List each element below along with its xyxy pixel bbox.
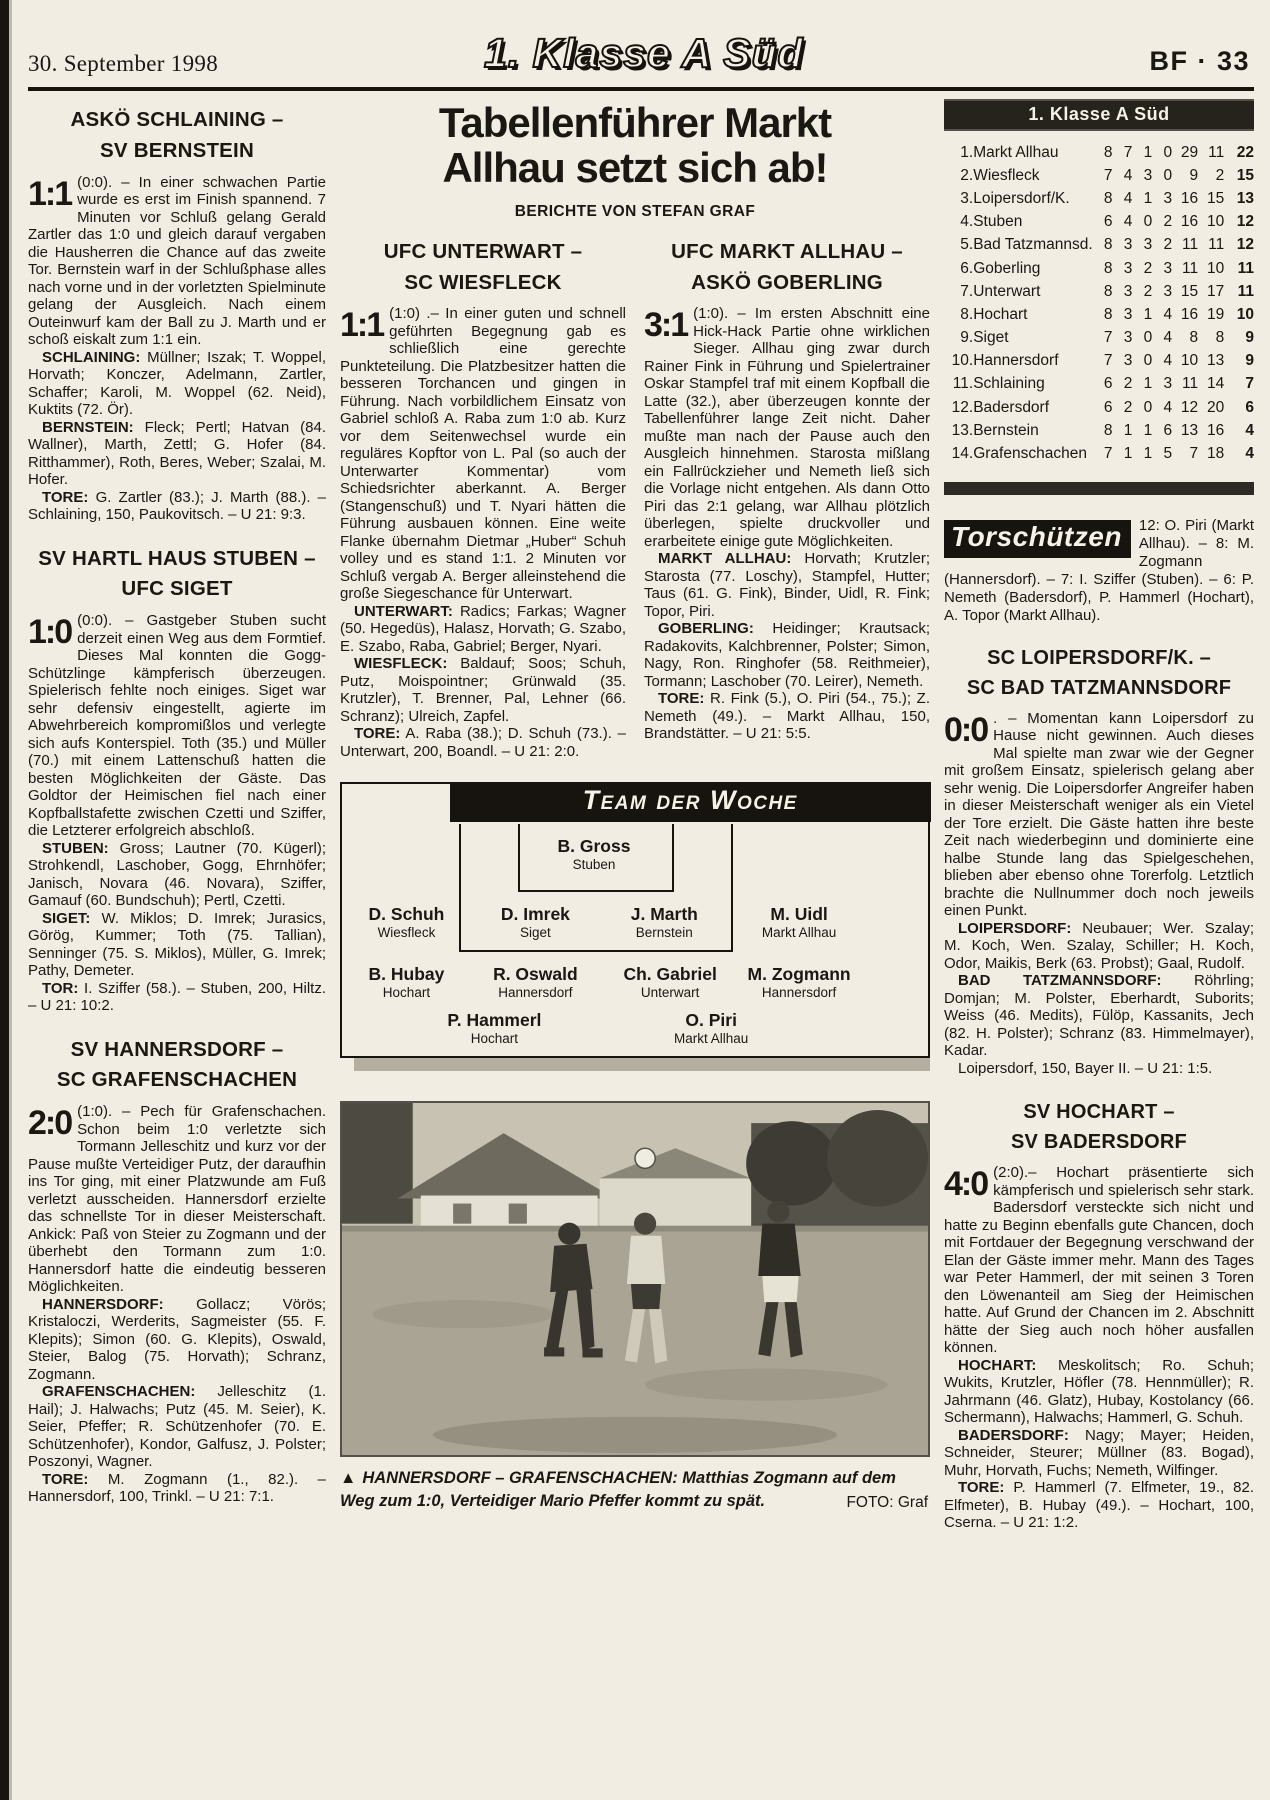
match-lead-text: (1:0). – Im ersten Abschnitt eine Hick-Hack Partie ohne wirklichen Sieger. Allhau ging zwar durch Rainer Fink in Führung und Spielertrainer Oskar Stampfel traf mit einem Kopfball die Latte (32.), aber überzeugen konnte der Tabellenführer lange Zeit nicht. Daher mußte man nach der Pause auch den Ausgleich hinnehmen. Starosta mißlang ein Fallrückzieher und Nemeth ließ sich die Vorlage nicht entgehen. Als dann Otto Piri das 2:1 gelang, war Allhau plötzlich überlegen, spielte druckvoller und erarbeitete einige gute Möglichkeiten. [644, 305, 930, 550]
points: 13 [1236, 189, 1254, 207]
match-lead-text: (0:0). – In einer schwachen Partie wurde es erst im Finish spannend. 7 Minuten vor Schluß gelang Gerald Zartler das 1:0 und gleich darauf vergaben die Hausherren die Chance auf das zweite Tor. Bernstein warf in der Schlußphase alles nach vorne und in der vorletzten Spielminute gelang der Ausgleich. Nach einem Outeinwurf kam der Ball zu J. Marth und er schoß eiskalt zum 1:1 ein. [28, 173, 326, 348]
draws: 0 [1143, 398, 1153, 416]
match-lead-text: (1:0). – Pech für Grafenschachen. Schon beim 1:0 verletzte sich Tormann Jelleschitz und kurz vor der Pause mußte Verteidiger Putz, der daraufhin ins Tor ging, mit einer Platzwunde am Fuß verletzt ausscheiden. Hannersdorf erzielte das schnellste Tor in dieser Meisterschaft. Ankick: Paß von Steier zu Zogmann und der überhebt den Tormann zum 1:0. Hannersdorf hatte die eindeutig besseren Möglichkeiten. [28, 1103, 326, 1295]
standings-table [944, 141, 1254, 466]
top-scorers [944, 517, 1254, 625]
totw-forward-2: O. Piri Markt Allhau [674, 1010, 749, 1046]
match-score: 3:1 [644, 306, 688, 345]
match-title-home: SC LOIPERSDORF/K. – [987, 646, 1211, 669]
losses: 4 [1163, 352, 1173, 370]
goals-against: 14 [1206, 375, 1225, 393]
match-title-home: UFC MARKT ALLHAU – [671, 239, 903, 263]
match-report [28, 544, 326, 1015]
rank: 7. [960, 282, 974, 300]
losses: 2 [1163, 236, 1173, 254]
match-score: 4:0 [944, 1165, 988, 1204]
match-lead [28, 612, 326, 840]
away-lineup [28, 419, 326, 489]
games-played: 6 [1103, 398, 1113, 416]
match-title-home: SV HARTL HAUS STUBEN – [38, 546, 316, 570]
match-title-away: ASKÖ GOBERLING [691, 270, 883, 294]
match-lead [944, 710, 1254, 920]
rank: 6. [960, 259, 974, 277]
games-played: 6 [1103, 213, 1113, 231]
goals-text: R. Fink (5.), O. Piri (54., 75.); Z. Nemeth (49.). – Markt Allhau, 150, Brandstätter. – U 21: 5:5. [644, 690, 930, 743]
match-lead [28, 1103, 326, 1296]
match-title-away: UFC SIGET [121, 577, 233, 601]
rank: 4. [960, 213, 974, 231]
match-photo-scene [342, 1103, 928, 1455]
away-lineup-label: WIESFLECK: [354, 655, 448, 673]
match-title-home: SV HOCHART – [1023, 1101, 1175, 1124]
rank: 14. [951, 445, 974, 463]
page-scan-edge-shadow [9, 0, 12, 1800]
goals-against: 19 [1206, 305, 1225, 323]
left-column [28, 99, 326, 1526]
away-lineup [340, 655, 626, 725]
draws: 0 [1143, 213, 1153, 231]
team-name: Bad Tatzmannsd. [973, 236, 1093, 254]
goals-for: 11 [1182, 375, 1199, 393]
goals-label: TOR: [42, 979, 79, 997]
losses: 0 [1163, 143, 1173, 161]
totw-midfielder-1: B. Hubay Hochart [368, 964, 445, 1000]
games-played: 8 [1103, 189, 1113, 207]
match-score: 1:0 [28, 613, 72, 651]
match-report [944, 1097, 1254, 1532]
team-name: Markt Allhau [973, 143, 1059, 161]
draws: 1 [1143, 375, 1153, 393]
goals-text: I. Sziffer (58.). – Stuben, 200, Hiltz. – U 21: 10:2. [28, 979, 326, 1014]
goals-text: Loipersdorf, 150, Bayer II. – U 21: 1:5. [958, 1059, 1213, 1077]
goals-line [28, 489, 326, 524]
draws: 0 [1143, 329, 1153, 347]
away-lineup-label: GRAFENSCHACHEN: [42, 1383, 196, 1400]
goals-for: 7 [1189, 445, 1199, 463]
match-score: 1:1 [340, 306, 384, 345]
wins: 4 [1123, 213, 1133, 231]
byline: BERICHTE VON STEFAN GRAF [514, 202, 756, 220]
goals-for: 11 [1182, 259, 1199, 277]
separator-bar [944, 482, 1254, 495]
headline-line2: Allhau setzt sich ab! [442, 143, 828, 191]
goals-against: 17 [1206, 282, 1225, 300]
goals-for: 10 [1180, 352, 1199, 370]
losses: 3 [1163, 375, 1173, 393]
totw-midfielder-4: M. Zogmann Hannersdorf [747, 964, 851, 1000]
losses: 3 [1163, 259, 1173, 277]
goals-for: 8 [1189, 329, 1199, 347]
home-lineup-label: STUBEN: [42, 839, 109, 857]
home-lineup-text: Müllner; Iszak; T. Woppel, Horvath; Konczer, Adelmann, Zartler, Schaffer; Karoli, M. Woppel (62. Neid), Kuktits (72. Ör). [28, 348, 326, 418]
totw-defender-1: D. Schuh Wiesfleck [368, 904, 445, 940]
goals-line [28, 1471, 326, 1506]
totw-midfielder-2: R. Oswald Hannersdorf [493, 964, 578, 1000]
draws: 1 [1143, 189, 1153, 207]
standings-row [944, 327, 1254, 350]
goals-for: 29 [1180, 143, 1199, 161]
standings-row [944, 373, 1254, 396]
league-title: 1. Klasse A Süd [483, 30, 804, 76]
wins: 2 [1123, 375, 1133, 393]
wins: 7 [1123, 143, 1133, 161]
match-lead-text: . – Momentan kann Loipersdorf zu Hause nicht gewinnen. Auch dieses Mal spielte man zwar wie der Gegner mit großem Einsatz, spielerisch gelang aber sehr wenig. Die Loipersdorfer Angreifer haben in dieser Meisterschaft weniger als ein Vietel der Tore erzielt. Die Gäste hatten ihre beste Zeit nach wiederbeginn und dominierte eine halbe Stunde lang das Spielgeschehen, blieben aber ebenso ohne Torerfolg. Letztlich brachte die Nullnummer doch noch jeweils einen Punkt. [944, 709, 1254, 920]
standings-row [944, 350, 1254, 373]
points: 7 [1245, 375, 1254, 393]
page-scan-edge [0, 0, 9, 1800]
totw-defender-2: D. Imrek Siget [500, 904, 570, 940]
draws: 2 [1143, 282, 1153, 300]
goals-line [944, 1479, 1254, 1532]
away-lineup-label: BAD TATZMANNSDORF: [958, 972, 1162, 990]
points: 12 [1236, 213, 1254, 231]
points: 4 [1245, 445, 1254, 463]
team-of-week-box [340, 782, 930, 1058]
issue-date: 30. September 1998 [28, 51, 219, 76]
home-lineup [28, 1296, 326, 1384]
home-lineup [28, 840, 326, 910]
home-lineup [644, 550, 930, 620]
standings-row [944, 257, 1254, 280]
rank: 13. [951, 421, 974, 439]
rank: 12. [951, 398, 974, 416]
totw-goalkeeper: B. Gross Stuben [557, 836, 631, 872]
wins: 3 [1123, 282, 1133, 300]
caption-marker: ▲ [340, 1469, 357, 1488]
goals-against: 13 [1206, 352, 1225, 370]
points: 22 [1236, 143, 1254, 161]
points: 9 [1245, 329, 1254, 347]
totw-forward-1: P. Hammerl Hochart [447, 1010, 542, 1046]
games-played: 6 [1103, 375, 1113, 393]
team-name: Badersdorf [973, 398, 1050, 416]
draws: 1 [1143, 305, 1153, 323]
goals-for: 9 [1189, 166, 1199, 184]
middle-column [340, 99, 930, 1514]
losses: 0 [1163, 166, 1173, 184]
home-lineup-label: SCHLAINING: [42, 348, 141, 366]
away-lineup-text: W. Miklos; D. Imrek; Jurasics, Görög, Kummer; Toth (75. Tallian), Senninger (75. S. Miklos), Müller, G. Imrek; Pathy, Demeter. [28, 909, 327, 979]
games-played: 7 [1103, 445, 1113, 463]
team-name: Hochart [973, 305, 1028, 323]
games-played: 7 [1103, 166, 1113, 184]
match-title-home: ASKÖ SCHLAINING – [70, 108, 284, 131]
top-scorers-label: Torschützen [944, 520, 1131, 559]
standings-row [944, 442, 1254, 465]
home-lineup [28, 349, 326, 419]
goals-line [340, 725, 626, 760]
wins: 2 [1123, 398, 1133, 416]
match-score: 0:0 [944, 710, 988, 749]
photo-caption [340, 1467, 930, 1513]
away-lineup-label: BERNSTEIN: [42, 418, 134, 436]
home-lineup-label: UNTERWART: [354, 602, 453, 620]
main-headline [350, 101, 920, 191]
goals-for: 13 [1180, 421, 1199, 439]
home-lineup-label: HANNERSDORF: [42, 1295, 164, 1313]
goals-text: A. Raba (38.); D. Schuh (73.). – Unterwart, 200, Boandl. – U 21: 2:0. [340, 725, 627, 760]
goals-line [644, 690, 930, 743]
draws: 0 [1143, 352, 1153, 370]
home-lineup-label: LOIPERSDORF: [958, 919, 1072, 937]
standings-row [944, 211, 1254, 234]
away-lineup-text: Fleck; Pertl; Hatvan (84. Wallner), Marth, Zettl; G. Hofer (84. Ritthammer), Roth, Beres, Weber; Szalai, M. Hofer. [28, 418, 326, 488]
wins: 3 [1123, 329, 1133, 347]
goals-for: 16 [1180, 189, 1199, 207]
wins: 3 [1123, 352, 1133, 370]
wins: 3 [1123, 259, 1133, 277]
goals-label: TORE: [658, 690, 705, 708]
goals-for: 12 [1180, 398, 1199, 416]
points: 6 [1245, 398, 1254, 416]
standings-row [944, 419, 1254, 442]
masthead [28, 16, 1254, 87]
home-lineup-text: Gross; Lautner (70. Kügerl); Strohkendl, Laschober, Gogg, Ehrnhöfer; Janisch, Novara (46. Novara), Sziffer, Gamauf (60. Bundschuh); Pertl, Czetti. [28, 839, 326, 909]
away-lineup-label: BADERSDORF: [958, 1426, 1069, 1444]
goals-label: TORE: [42, 488, 89, 506]
losses: 4 [1163, 305, 1173, 323]
rank: 3. [960, 189, 974, 207]
draws: 3 [1143, 236, 1153, 254]
team-of-week-title: Team der Woche [450, 782, 931, 822]
home-lineup [944, 1357, 1254, 1427]
match-title-home: UFC UNTERWART – [383, 239, 583, 263]
goals-line [944, 1060, 1254, 1078]
standings-row [944, 303, 1254, 326]
goals-label: TORE: [354, 725, 401, 743]
draws: 1 [1143, 445, 1153, 463]
match-title-away: SV BADERSDORF [1011, 1131, 1187, 1154]
points: 9 [1245, 352, 1254, 370]
draws: 3 [1143, 166, 1153, 184]
away-lineup [28, 910, 326, 980]
games-played: 7 [1103, 329, 1113, 347]
wins: 1 [1123, 445, 1133, 463]
top-scorers-text: 12: O. Piri (Markt Allhau). – 8: M. Zogmann (Hannersdorf). – 7: I. Sziffer (Stuben). – 6: P. Nemeth (Badersdorf), P. Hammerl (Hochart), A. Topor (Markt Allhau). [944, 516, 1254, 624]
photo-credit: FOTO: Graf [846, 1493, 928, 1511]
rank: 1. [960, 143, 974, 161]
rank: 8. [960, 305, 974, 323]
wins: 3 [1123, 236, 1133, 254]
home-lineup-label: MARKT ALLHAU: [658, 550, 792, 568]
standings-row [944, 187, 1254, 210]
home-lineup-text: Radics; Farkas; Wagner (50. Hegedüs), Halasz, Horvath; G. Szabo, E. Szabo, Raba, Gabriel; Berger, Nyari. [340, 602, 627, 655]
wins: 1 [1123, 421, 1133, 439]
away-lineup [944, 972, 1254, 1060]
losses: 5 [1163, 445, 1173, 463]
home-lineup-text: Neubauer; Wer. Szalay; M. Koch, Wen. Szalay, Schiller; H. Koch, Odor, Maikis, Berk (63. Probst); Gaal, Rudolf. [944, 919, 1254, 972]
match-score: 2:0 [28, 1104, 72, 1142]
away-lineup [644, 620, 930, 690]
standings-row [944, 396, 1254, 419]
match-title-away: SV BERNSTEIN [100, 138, 254, 162]
away-lineup-text: Jelleschitz (1. Hail); J. Halwachs; Putz (45. M. Seier), K. Seier, Pfeffer; R. Schützenhofer (70. E. Schützenhofer), Kondor, Galfusz, J. Polster; Poszonyi, Wagner. [28, 1383, 326, 1470]
draws: 1 [1143, 421, 1153, 439]
games-played: 8 [1103, 143, 1113, 161]
goals-for: 11 [1182, 236, 1199, 254]
goals-against: 15 [1206, 189, 1225, 207]
match-report [28, 1035, 326, 1506]
goals-against: 11 [1208, 143, 1225, 161]
team-name: Bernstein [973, 421, 1039, 439]
home-lineup-label: HOCHART: [958, 1356, 1037, 1374]
games-played: 8 [1103, 305, 1113, 323]
match-title-away: SC GRAFENSCHACHEN [56, 1068, 298, 1092]
standings-row [944, 280, 1254, 303]
standings-row [944, 141, 1254, 164]
away-lineup-text: Heidinger; Krautsack; Radakovits, Kalchbrenner, Polster; Simon, Nagy, Ron. Ringhofer (58. Reithmeier), Tormann; Laschober (70. Leirer), Nemeth. [644, 620, 931, 690]
away-lineup-text: Röhrling; Domjan; M. Polster, Eberhardt, Suborits; Weiss (46. Medits), Fülöp, Kassanits, Jech (82. H. Polster); Schranz (83. Himmelmayer), Kadar. [944, 972, 1255, 1060]
rank: 9. [960, 329, 974, 347]
match-report [944, 643, 1254, 1078]
home-lineup-text: Meskolitsch; Ro. Schuh; Wukits, Krutzler, Höfler (78. Hennmüller); R. Jahrmann (46. Glatz), Hubay, Kostolancy (66. Schermann), Halwachs; Hammerl, G. Schuh. [944, 1356, 1254, 1427]
team-name: Goberling [973, 259, 1041, 277]
right-column [944, 99, 1254, 1552]
goals-for: 16 [1180, 213, 1199, 231]
totw-defender-4: M. Uidl Markt Allhau [761, 904, 837, 940]
rank: 5. [960, 236, 974, 254]
team-name: Grafenschachen [973, 445, 1087, 463]
points: 11 [1237, 259, 1254, 277]
goals-text: P. Hammerl (7. Elfmeter, 19., 82. Elfmeter), B. Hubay (49.). – Hochart, 100, Cserna. – U 21: 1:2. [944, 1479, 1254, 1532]
match-lead-text: (2:0).– Hochart präsentierte sich kämpferisch und spielerisch sehr stark. Badersdorf versteckte sich nicht und hatte zu Beginn ebenfalls gute Chancen, doch mit Fortdauer der Begegnung verschwand der Elan der Gäste immer mehr. Mann des Tages war Peter Hammerl, der mit seinen 3 Toren den Löwenanteil am Sieg der Heimischen hatte. Auf Grund der Chancen im 2. Abschnitt hätte der Sieg auch noch höher ausfallen können. [944, 1164, 1254, 1357]
home-lineup-text: Horvath; Krutzler; Starosta (77. Loschy), Stampfel, Hutter; Taus (61. G. Fink), Binder, Uidl, R. Fink; Topor, Piri. [644, 550, 930, 620]
match-score: 1:1 [28, 174, 72, 213]
headline-line1: Tabellenführer Markt [438, 99, 832, 146]
losses: 2 [1163, 213, 1173, 231]
goals-against: 8 [1215, 329, 1225, 347]
games-played: 8 [1103, 236, 1113, 254]
standings-header: 1. Klasse A Süd [944, 99, 1254, 131]
wins: 3 [1123, 305, 1133, 323]
totw-defender-3: J. Marth Bernstein [630, 904, 698, 940]
away-lineup [944, 1427, 1254, 1480]
goals-against: 20 [1206, 398, 1225, 416]
away-lineup-text: Nagy; Mayer; Heiden, Schneider, Steurer; Müllner (83. Bogad), Muhr, Horvath, Fuchs; Nemeth, Wilfinger. [944, 1426, 1254, 1479]
match-title-away: SC BAD TATZMANNSDORF [966, 676, 1232, 699]
goals-against: 18 [1206, 445, 1225, 463]
points: 10 [1236, 305, 1254, 323]
games-played: 8 [1103, 421, 1113, 439]
match-lead [944, 1164, 1254, 1357]
points: 11 [1237, 282, 1254, 300]
goals-line [28, 980, 326, 1015]
page-number: BF · 33 [1149, 46, 1250, 76]
draws: 2 [1143, 259, 1153, 277]
match-title-away: SC WIESFLECK [404, 270, 562, 294]
home-lineup [944, 920, 1254, 973]
losses: 3 [1163, 282, 1173, 300]
away-lineup [28, 1383, 326, 1471]
wins: 4 [1123, 189, 1133, 207]
goals-for: 16 [1180, 305, 1199, 323]
team-name: Siget [973, 329, 1009, 347]
points: 15 [1236, 166, 1254, 184]
losses: 4 [1163, 329, 1173, 347]
match-lead [644, 305, 930, 550]
team-name: Wiesfleck [973, 166, 1040, 184]
team-name: Schlaining [973, 375, 1045, 393]
standings-row [944, 164, 1254, 187]
goals-against: 2 [1215, 166, 1225, 184]
games-played: 8 [1103, 259, 1113, 277]
rank: 11. [952, 375, 974, 393]
team-name: Loipersdorf/K. [973, 189, 1070, 207]
rank: 2. [960, 166, 974, 184]
masthead-rule [28, 87, 1254, 91]
points: 12 [1236, 236, 1254, 254]
goals-against: 11 [1208, 236, 1225, 254]
team-name: Stuben [973, 213, 1023, 231]
draws: 1 [1143, 143, 1153, 161]
games-played: 7 [1103, 352, 1113, 370]
wins: 4 [1123, 166, 1133, 184]
away-lineup-label: GOBERLING: [658, 620, 754, 638]
goals-label: TORE: [958, 1479, 1005, 1497]
totw-midfielder-3: Ch. Gabriel Unterwart [623, 964, 717, 1000]
home-lineup-text: Gollacz; Vörös; Kristaloczi, Werderits, Sagmeister (55. F. Klepits); Simon (60. G. Klepits), Oswald, Steier, Balog (75. Horvath); Schranz, Zogmann. [28, 1295, 326, 1383]
away-lineup-text: Baldauf; Soos; Schuh, Putz, Moispointner; Grünwald (35. Krutzler), T. Brenner, Pal, Lehner (66. Schranz); Ulreich, Zapfel. [340, 655, 626, 725]
standings-row [944, 234, 1254, 257]
caption-text: HANNERSDORF – GRAFENSCHACHEN: Matthias Zogmann auf dem Weg zum 1:0, Verteidiger Mario Pfeffer kommt zu spät. [340, 1469, 896, 1511]
rank: 10. [951, 352, 974, 370]
losses: 6 [1163, 421, 1173, 439]
match-report [340, 237, 626, 761]
home-lineup [340, 603, 626, 656]
goals-for: 15 [1180, 282, 1199, 300]
match-lead-text: (0:0). – Gastgeber Stuben sucht derzeit einen Weg aus dem Formtief. Dieses Mal konnten die Gogg-Schützlinge kämpferisch überzeugen. Spielerisch fehlte noch einiges. Siget war sehr defensiv eingestellt, agierte im Abwehrbereich kompromißlos und verlegte sich aufs Konterspiel. Toth (35.) und Müller (70.) mit einem Lattenschuß hatten die besten Möglichkeiten der Gäste. Das Goldtor der Heimischen fiel nach einer Kopfballstafette zwischen Czetti und Sziffer, die Letzterer erfolgreich abschloß. [28, 612, 326, 839]
points: 4 [1245, 421, 1254, 439]
losses: 4 [1163, 398, 1173, 416]
goals-against: 10 [1206, 259, 1225, 277]
team-of-week-shadow [354, 1058, 930, 1071]
match-photo [340, 1101, 930, 1457]
team-of-week-pitch [342, 824, 928, 1056]
goals-against: 10 [1206, 213, 1225, 231]
match-report [644, 237, 930, 761]
losses: 3 [1163, 189, 1173, 207]
match-lead-text: (1:0) .– In einer guten und schnell geführten Begegnung gab es schließlich eine gerechte Punkteteilung. Die Platzbesitzer hatten die besseren Torchancen und gingen in Führung. Nach vorbildlichem Einsatz von Gabriel schloß A. Raba zum 1:0 ab. Kurz vor dem Seitenwechsel wurde ein reguläres Kopftor von L. Pal (so auch der Unterwarter Kommentar) vom Schiedsrichter aberkannt. A. Berger (Stangenschuß) und T. Nyari hätten die Führung ausbauen können. Eine weite Flanke übernahm Dietmar „Huber“ Schuh volley und es stand 1:1. 2 Minuten vor Schluß vergab A. Berger alleinstehend die große Siegeschance für Unterwart. [340, 305, 626, 603]
team-name: Hannersdorf [973, 352, 1059, 370]
middle-reports [340, 231, 930, 769]
goals-text: G. Zartler (83.); J. Marth (88.). – Schlaining, 150, Paukovitsch. – U 21: 9:3. [28, 488, 326, 523]
match-lead [28, 174, 326, 349]
goals-text: M. Zogmann (1., 82.). – Hannersdorf, 100, Trinkl. – U 21: 7:1. [28, 1470, 327, 1505]
goals-against: 16 [1206, 421, 1225, 439]
games-played: 8 [1103, 282, 1113, 300]
away-lineup-label: SIGET: [42, 909, 91, 927]
match-report [28, 105, 326, 524]
match-title-home: SV HANNERSDORF – [70, 1037, 284, 1061]
match-lead [340, 305, 626, 603]
team-name: Unterwart [973, 282, 1041, 300]
goals-label: TORE: [42, 1470, 89, 1488]
